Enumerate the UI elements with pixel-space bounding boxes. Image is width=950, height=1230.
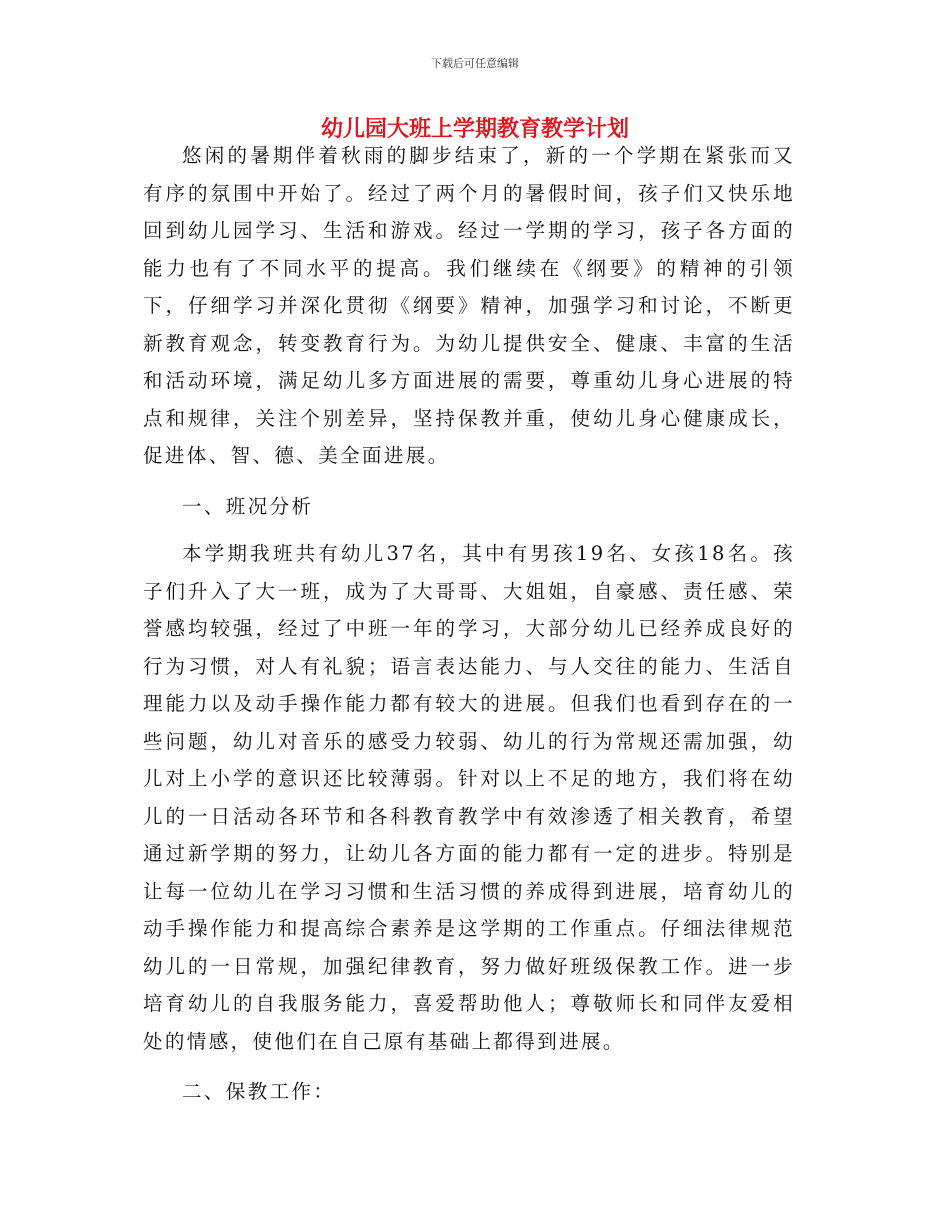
- section-heading-care-education: 二、保教工作：: [182, 1080, 336, 1103]
- section-heading-class-analysis: 一、班况分析: [182, 494, 314, 518]
- class-analysis-paragraph: 本学期我班共有幼儿37名，其中有男孩19名、女孩18名。孩子们升入了大一班，成为了大哥哥、大姐姐，自豪感、责任感、荣誉感均较强，经过了中班一年的学习，大部分幼儿已经养成良好的行为习惯，对人有礼貌；语言表达能力、与人交往的能力、生活自理能力以及动手操作能力都有较大的进展。但我们也看到存在的一些问题，幼儿对音乐的感受力较弱、幼儿的行为常规还需加强，幼儿对上小学的意识还比较薄弱。针对以上不足的地方，我们将在幼儿的一日活动各环节和各科教育教学中有效渗透了相关教育，希望通过新学期的努力，让幼儿各方面的能力都有一定的进步。特别是让每一位幼儿在学习习惯和生活习惯的养成得到进展，培育幼儿的动手操作能力和提高综合素养是这学期的工作重点。仔细法律规范幼儿的一日常规，加强纪律教育，努力做好班级保教工作。进一步培育幼儿的自我服务能力，喜爱帮助他人；尊敬师长和同伴友爱相处的情感，使他们在自己原有基础上都得到进展。: [143, 542, 795, 1053]
- page-header-note: 下载后可任意编辑: [431, 57, 519, 70]
- document-title: 幼儿园大班上学期教育教学计划: [320, 117, 629, 142]
- document-body: [143, 137, 795, 1111]
- intro-paragraph: 悠闲的暑期伴着秋雨的脚步结束了，新的一个学期在紧张而又有序的氛围中开始了。经过了两个月的暑假时间，孩子们又快乐地回到幼儿园学习、生活和游戏。经过一学期的学习，孩子各方面的能力也有了不同水平的提高。我们继续在《纲要》的精神的引领下，仔细学习并深化贯彻《纲要》精神，加强学习和讨论，不断更新教育观念，转变教育行为。为幼儿提供安全、健康、丰富的生活和活动环境，满足幼儿多方面进展的需要，尊重幼儿身心进展的特点和规律，关注个别差异，坚持保教并重，使幼儿身心健康成长，促进体、智、德、美全面进展。: [143, 144, 795, 467]
